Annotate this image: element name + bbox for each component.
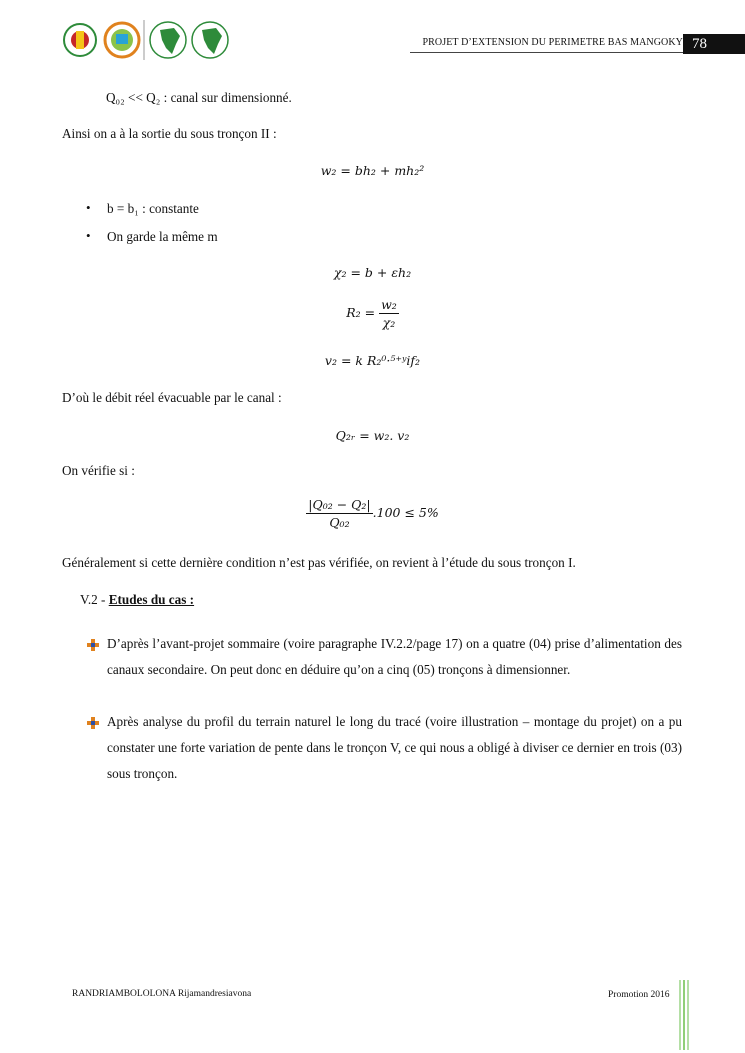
footer-promotion: Promotion 2016 — [608, 990, 670, 1000]
equation-r2-numerator: w₂ — [381, 297, 397, 312]
bullet-dot-icon: • — [86, 228, 91, 243]
footer-author: RANDRIAMBOLOLONA Rijamandresiavona — [72, 989, 252, 999]
paragraph-1: D’après l’avant-projet sommaire (voire paragraphe IV.2.2/page 17) on a quatre (04) prise d’alimentation des canaux secondaire. On peut donc en déduire qu’on a cinq (05) tronçons à dimensionner. — [107, 636, 682, 677]
four-way-arrow-bullet-icon — [86, 638, 100, 652]
africa-map-logo-2-icon — [192, 22, 228, 58]
equation-r2-denominator: χ₂ — [382, 315, 396, 330]
section-title: Etudes du cas : — [108, 592, 195, 607]
debit-text: D’où le débit réel évacuable par le canal : — [62, 390, 282, 405]
page-number-box — [683, 34, 745, 54]
equation-chi2: χ₂ = b + εh₂ — [333, 265, 412, 280]
verifie-text: On vérifie si : — [62, 463, 135, 478]
project-title: PROJET D’EXTENSION DU PERIMETRE BAS MANGOKY — [422, 37, 683, 48]
page-number: 78 — [692, 36, 707, 52]
equation-v2: v₂ = k R₂⁰·⁵⁺ʸif₂ — [324, 353, 421, 368]
equation-check — [0, 497, 745, 530]
paragraph-2: Après analyse du profil du terrain naturel le long du tracé (voire illustration – montage du projet) on a pu constater une forte variation de pente dans le tronçon V, ce qui nous a obligé à diviser ce dernier en trois (03) sous tronçon. — [107, 714, 682, 781]
ministry-logo-icon — [64, 24, 96, 56]
equation-check-numerator: |Q₀₂ − Q₂| — [308, 497, 371, 512]
bullet-item-2: On garde la même m — [107, 229, 218, 244]
equation-check-rhs: .100 ≤ 5% — [372, 505, 439, 520]
university-logo-icon — [105, 23, 139, 57]
line-q02: Q₀₂ << Q₂ : canal sur dimensionné. — [106, 90, 292, 105]
section-prefix: V.2 - — [80, 592, 109, 607]
section-heading — [80, 592, 194, 608]
equation-r2-lhs: R₂ = — [346, 305, 376, 320]
equation-r2 — [0, 297, 745, 330]
ainsi-text: Ainsi on a à la sortie du sous tronçon II : — [62, 126, 277, 141]
africa-map-logo-icon — [150, 22, 186, 58]
equation-r2-fraction — [379, 297, 399, 330]
bullet-item-1: b = b₁ : constante — [107, 201, 199, 216]
equation-check-fraction — [306, 497, 372, 530]
equation-w2: w₂ = bh₂ + mh₂² — [320, 163, 425, 178]
generalement-text: Généralement si cette dernière condition n’est pas vérifiée, on revient à l’étude du sous tronçon I. — [62, 555, 576, 570]
footer-green-bars-decoration — [678, 980, 692, 1050]
four-way-arrow-bullet-icon — [86, 716, 100, 730]
equation-check-denominator: Q₀₂ — [329, 515, 350, 530]
header-rule — [410, 52, 683, 53]
institution-logos — [62, 18, 232, 62]
equation-q2r: Q₂ᵣ = w₂. v₂ — [335, 428, 410, 443]
bullet-dot-icon: • — [86, 200, 91, 215]
